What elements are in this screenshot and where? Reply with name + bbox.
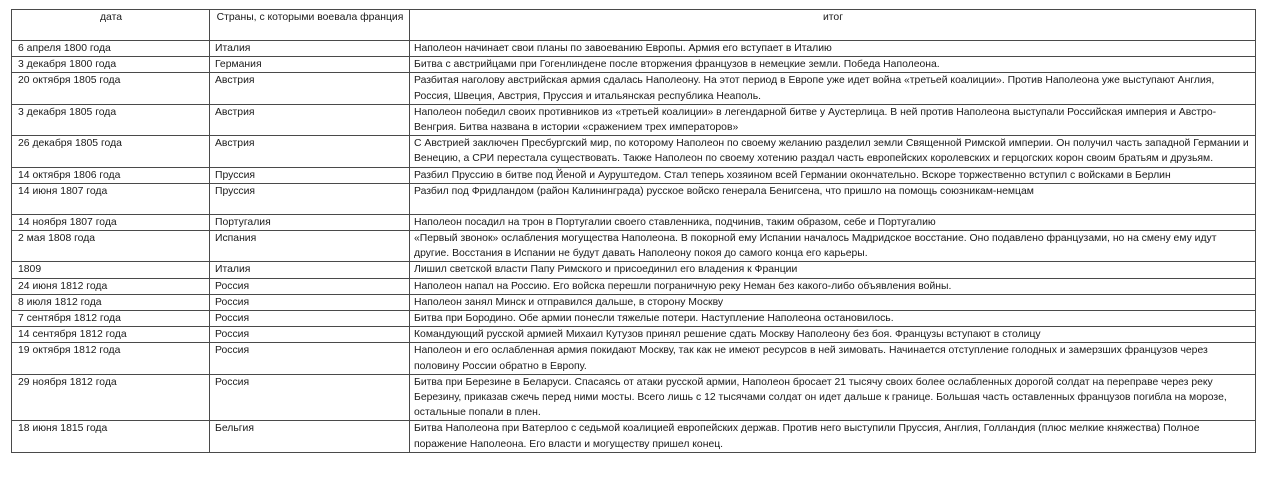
country-cell: Австрия — [210, 104, 410, 135]
date-cell: 29 ноября 1812 года — [12, 374, 210, 421]
date-cell: 18 июня 1815 года — [12, 421, 210, 452]
country-cell: Италия — [210, 41, 410, 57]
result-cell: Лишил светской власти Папу Римского и присоединил его владения к Франции — [410, 262, 1256, 278]
date-cell: 20 октября 1805 года — [12, 73, 210, 104]
result-cell: Разбитая наголову австрийская армия сдалась Наполеону. На этот период в Европе уже идет война «третьей коалиции». Против Наполеона уже выступают Англия, Россия, Швеция, Австрия, Пруссия и итальянская республика Неаполь. — [410, 73, 1256, 104]
result-cell: «Первый звонок» ослабления могущества Наполеона. В покорной ему Испании началось Мадридское восстание. Оно подавлено французами, но на смену ему идут другие. Восстания в Испании не будут давать Наполеону покоя до самого конца его карьеры. — [410, 231, 1256, 262]
table-row — [12, 214, 1256, 230]
result-cell: Битва при Бородино. Обе армии понесли тяжелые потери. Наступление Наполеона остановилось. — [410, 311, 1256, 327]
table-row — [12, 167, 1256, 183]
country-cell: Россия — [210, 278, 410, 294]
date-cell: 24 июня 1812 года — [12, 278, 210, 294]
date-cell: 1809 — [12, 262, 210, 278]
result-cell: Наполеон напал на Россию. Его войска перешли пограничную реку Неман без какого-либо объявления войны. — [410, 278, 1256, 294]
date-cell: 26 декабря 1805 года — [12, 136, 210, 167]
result-cell: Наполеон посадил на трон в Португалии своего ставленника, подчинив, таким образом, себе и Португалию — [410, 214, 1256, 230]
country-cell: Россия — [210, 374, 410, 421]
date-cell: 14 сентября 1812 года — [12, 327, 210, 343]
date-cell: 14 июня 1807 года — [12, 183, 210, 214]
country-cell: Бельгия — [210, 421, 410, 452]
table-row — [12, 183, 1256, 214]
result-cell: С Австрией заключен Пресбургский мир, по которому Наполеон по своему желанию разделил земли Священной Римской империи. Он получил часть западной Германии и Венецию, а СРИ перестала существовать. Также Наполеон по своему хотению раздал часть европейских королевских и герцогских корон своим братьям и друзьям. — [410, 136, 1256, 167]
result-cell: Битва при Березине в Беларуси. Спасаясь от атаки русской армии, Наполеон бросает 21 тысячу своих более ослабленных дорогой солдат на переправе через реку Березину, приказав сжечь перед ними мосты. Всего лишь с 12 тысячами солдат он идет дальше к границе. Большая часть оставленных французов погибла на морозе, остальные попали в плен. — [410, 374, 1256, 421]
result-cell: Наполеон и его ослабленная армия покидают Москву, так как не имеют ресурсов в ней зимовать. Начинается отступление голодных и замерзших французов через половину России обратно в Европу. — [410, 343, 1256, 374]
result-cell: Разбил Пруссию в битве под Йеной и Ауруштедом. Стал теперь хозяином всей Германии окончательно. Вскоре торжественно вступил с войсками в Берлин — [410, 167, 1256, 183]
country-cell: Германия — [210, 57, 410, 73]
result-cell: Наполеон занял Минск и отправился дальше, в сторону Москву — [410, 294, 1256, 310]
result-cell: Наполеон начинает свои планы по завоеванию Европы. Армия его вступает в Италию — [410, 41, 1256, 57]
date-cell: 8 июля 1812 года — [12, 294, 210, 310]
table-row — [12, 311, 1256, 327]
country-cell: Италия — [210, 262, 410, 278]
header-country: Страны, с которыми воевала франция — [210, 10, 410, 41]
napoleon-wars-table — [11, 9, 1256, 453]
country-cell: Пруссия — [210, 167, 410, 183]
table-row — [12, 262, 1256, 278]
table-row — [12, 327, 1256, 343]
date-cell: 19 октября 1812 года — [12, 343, 210, 374]
result-cell: Битва с австрийцами при Гогенлиндене после вторжения французов в немецкие земли. Победа Наполеона. — [410, 57, 1256, 73]
country-cell: Австрия — [210, 73, 410, 104]
date-cell: 14 ноября 1807 года — [12, 214, 210, 230]
country-cell: Пруссия — [210, 183, 410, 214]
date-cell: 6 апреля 1800 года — [12, 41, 210, 57]
result-cell: Наполеон победил своих противников из «третьей коалиции» в легендарной битве у Аустерлица. В ней против Наполеона выступали Российская империя и Австро-Венгрия. Битва названа в истории «сражением трех императоров» — [410, 104, 1256, 135]
date-cell: 3 декабря 1800 года — [12, 57, 210, 73]
table-row — [12, 41, 1256, 57]
country-cell: Россия — [210, 294, 410, 310]
header-result: итог — [410, 10, 1256, 41]
date-cell: 3 декабря 1805 года — [12, 104, 210, 135]
date-cell: 7 сентября 1812 года — [12, 311, 210, 327]
result-cell: Командующий русской армией Михаил Кутузов принял решение сдать Москву Наполеону без боя. Французы вступают в столицу — [410, 327, 1256, 343]
table-row — [12, 374, 1256, 421]
date-cell: 14 октября 1806 года — [12, 167, 210, 183]
table-row — [12, 294, 1256, 310]
table-row — [12, 421, 1256, 452]
table-row — [12, 231, 1256, 262]
result-cell: Битва Наполеона при Ватерлоо с седьмой коалицией европейских держав. Против него выступили Пруссия, Англия, Голландия (плюс мелкие княжества) Полное поражение Наполеона. Его власти и могуществу пришел конец. — [410, 421, 1256, 452]
country-cell: Португалия — [210, 214, 410, 230]
table-row — [12, 278, 1256, 294]
table-row — [12, 136, 1256, 167]
table-row — [12, 73, 1256, 104]
country-cell: Россия — [210, 343, 410, 374]
result-cell: Разбил под Фридландом (район Калининграда) русское войско генерала Бенигсена, что пришло на помощь союзникам-немцам — [410, 183, 1256, 214]
country-cell: Россия — [210, 327, 410, 343]
country-cell: Испания — [210, 231, 410, 262]
country-cell: Австрия — [210, 136, 410, 167]
header-row — [12, 10, 1256, 41]
table-row — [12, 57, 1256, 73]
table-row — [12, 343, 1256, 374]
date-cell: 2 мая 1808 года — [12, 231, 210, 262]
country-cell: Россия — [210, 311, 410, 327]
header-date: дата — [12, 10, 210, 41]
table-row — [12, 104, 1256, 135]
